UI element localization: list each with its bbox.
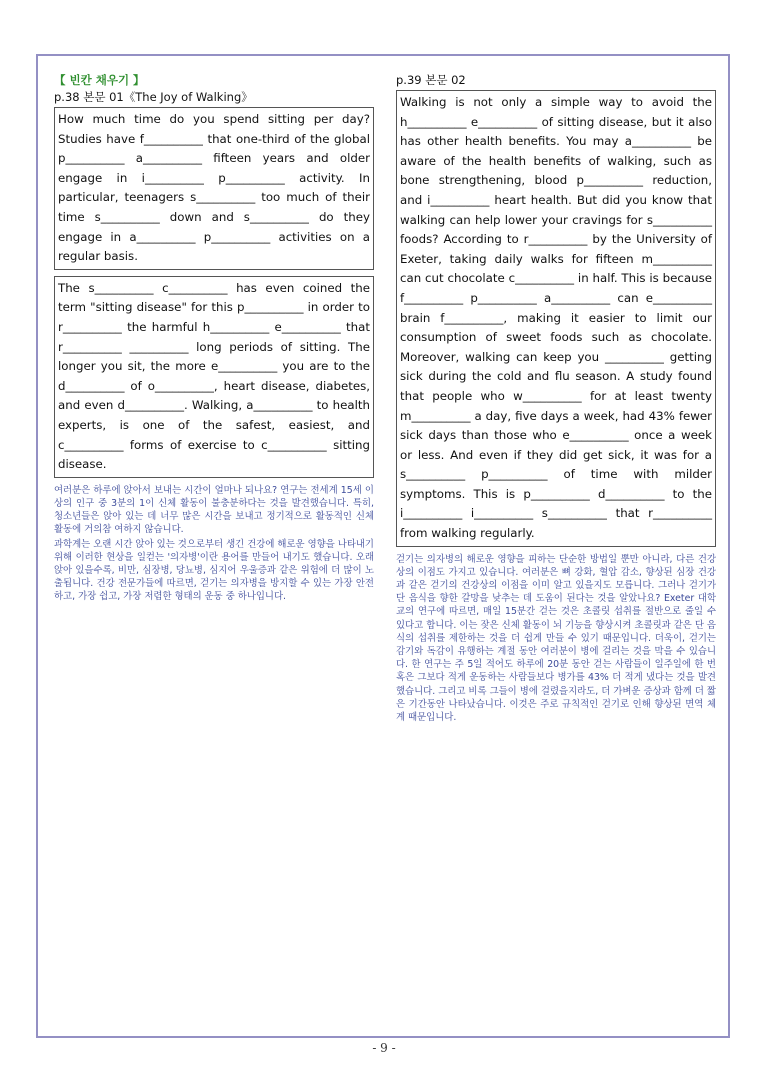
section-title: 【 빈칸 채우기 】 [54, 73, 145, 87]
right-heading: p.39 본문 02 [396, 73, 466, 87]
translation-paragraph-2: 과학계는 오랜 시간 앉아 있는 것으로부터 생긴 건강에 해로운 영향을 나타내기 위해 이러한 현상을 일컫는 '의자병'이란 용어를 만들어 내기도 했습니다. 오래 앉아 있을수록, 비만, 심장병, 당뇨병, 심지어 우울증과 같은 위험에 더 많이 노출됩니다. 건강 전문가들에 따르면, 걷기는 의자병을 방지할 수 있는 가장 안전하고, 가장 쉽고, 가장 저렴한 형태의 운동 중 하나입니다. [54, 538, 374, 603]
translation-left [54, 484, 374, 604]
translation-right [396, 553, 716, 725]
passage-box-2 [54, 276, 374, 478]
passage-box-1 [54, 107, 374, 270]
translation-paragraph-1: 여러분은 하루에 앉아서 보내는 시간이 얼마나 되나요? 연구는 전세계 15세 이상의 인구 중 3분의 1이 신체 활동이 불충분하다는 것을 발견했습니다. 특히, 청소년들은 앉아 있는 데 너무 많은 시간을 보내고 정기적으로 활동적인 신체 활동에 거의참 여하지 않습니다. [54, 484, 374, 536]
translation-paragraph-3: 걷기는 의자병의 해로운 영향을 피하는 단순한 방법일 뿐만 아니라, 다른 건강상의 이점도 가지고 있습니다. 여러분은 뼈 강화, 혈압 감소, 향상된 심장 건강과 같은 걷기의 건강상의 이점을 이미 알고 있을지도 모릅니다. 그러나 걷기가 단 음식을 향한 갈망을 낮추는 데 도움이 된다는 것을 알았나요? Exeter 대학교의 연구에 따르면, 매일 15분간 걷는 것은 초콜릿 섭취를 절반으로 줄일 수 있다고 합니다. 이는 잦은 신체 활동이 뇌 기능을 향상시켜 초콜릿과 같은 단 음식의 섭취를 제한하는 것을 더 쉽게 만들 수 있기 때문입니다. 더욱이, 걷기는 감기와 독감이 유행하는 계절 동안 여러분이 병에 걸리는 것을 막을 수 있습니다. 한 연구는 주 5일 적어도 하루에 20분 동안 걷는 사람들이 일주일에 한 번 혹은 그보다 적게 운동하는 사람들보다 병가를 43% 더 적게 냈다는 것을 발견했습니다. 그리고 비록 그들이 병에 걸렸을지라도, 더 가벼운 증상과 함께 더 짧은 기간동안 나타났습니다. 이것은 주로 규칙적인 걷기로 인해 향상된 면역 체계 때문입니다. [396, 553, 716, 724]
right-column [396, 72, 716, 725]
left-heading: p.38 본문 01《The Joy of Walking》 [54, 90, 253, 104]
page-number: - 9 - [372, 1041, 396, 1055]
passage-box-3 [396, 90, 716, 547]
passage-text-3: Walking is not only a simple way to avoid the h__________ e__________ of sitting disease, but it also has other health benefits. You may a__________ be aware of the health benefits of walking, such as bone strengthening, blood p__________ reduction, and i__________ heart health. But did you know that walking can help lower your cravings for s__________ foods? According to r__________ by the University of Exeter, taking daily walks for fifteen m__________ can cut chocolate c__________ in half. This is because f__________ p__________ a__________ can e__________ brain f__________, making it easier to limit our consumption of sweet foods such as chocolate. Moreover, walking can keep you __________ getting sick during the cold and flu season. A study found that people who w__________ for at least twenty m__________ a day, five days a week, had 43% fewer sick days than those who e__________ once a week or less. And even if they did get sick, it was for a s__________ p__________ of time with milder symptoms. This is p__________ d__________ to the i__________ i__________ s__________ that r__________ from walking regularly. [400, 95, 712, 541]
page-frame [36, 54, 730, 1038]
passage-text-2: The s__________ c__________ has even coined the term "sitting disease" for this p__________ in order to r__________ the harmful h__________ e__________ that r__________ __________ long periods of sitting. The longer you sit, the more e__________ you are to the d__________ of o__________, heart disease, diabetes, and even d__________. Walking, a__________ to health experts, is one of the safest, easiest, and c__________ forms of exercise to c__________ sitting disease. [58, 280, 370, 472]
left-column [54, 72, 374, 605]
passage-text-1: How much time do you spend sitting per day? Studies have f__________ that one-third of the global p__________ a__________ fifteen years and older engage in i__________ p__________ activity. In particular, teenagers s__________ too much of their time s__________ down and s__________ do they engage in a__________ p__________ activities on a regular basis. [58, 112, 370, 264]
